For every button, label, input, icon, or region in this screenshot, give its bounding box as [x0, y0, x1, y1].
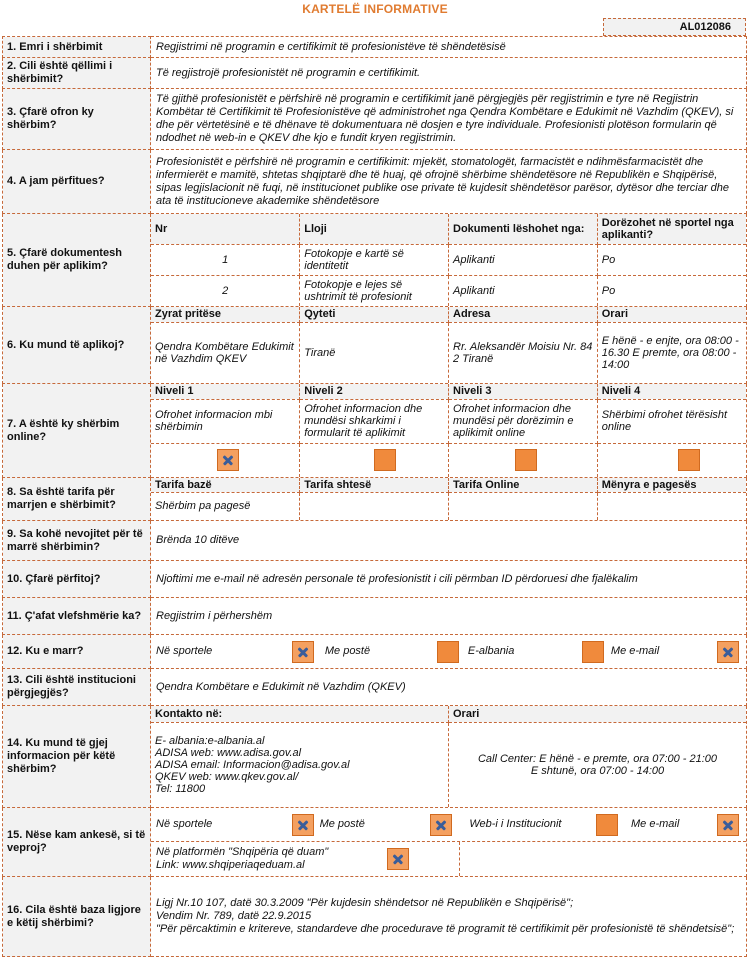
row-16	[3, 877, 747, 957]
get-email-checkbox[interactable]	[717, 641, 739, 663]
level-1-checkbox[interactable]	[217, 449, 239, 471]
label-documents: 5. Çfarë dokumentesh duhen për aplikim?	[3, 214, 151, 307]
complaint-web-checkbox[interactable]	[596, 814, 618, 836]
level-3-checkbox[interactable]	[515, 449, 537, 471]
info-contacts: Kontakto në: Orari E- albania:e-albania.al ADISA web: www.adisa.gov.al ADISA email: Informacion@adisa.gov.al QKEV web: www.qkev.gov.al/ Tel: 11800 Call Center: E hënë - e premte, ora 07:00 - 21:00 E shtunë, ora 07:00 - 14:00	[151, 706, 746, 807]
value-time: Brënda 10 ditëve	[151, 521, 747, 561]
row-15: 15. Nëse kam ankesë, si të veproj? Në sportele Me postë Web-i i Institucionit Me e-mail Në platformën "Shqipëria që duam" Link: www.shqiperiaqeduam.al	[3, 808, 747, 877]
value-service-name: Regjistrimi në programin e certifikimit të profesionistëve të shëndetësisë	[151, 37, 747, 58]
row-12: 12. Ku e marr? Në sportele Me postë E-albania Me e-mail	[3, 635, 747, 669]
col-type: Lloji	[300, 214, 449, 244]
label-where-apply: 6. Ku mund të aplikoj?	[3, 307, 151, 384]
level-2-checkbox[interactable]	[374, 449, 396, 471]
col-submitted: Dorëzohet në sportel nga aplikanti?	[597, 214, 746, 244]
online-levels: Niveli 1 Niveli 2 Niveli 3 Niveli 4 Ofrohet informacion mbi shërbimin Ofrohet informacion dhe mundësi shkarkimi i formularit të aplikimit Ofrohet informacion dhe mundësi për dorëzimin e aplikimit online Shërbimi ofrohet tërësisht online	[151, 384, 746, 477]
table-row: 2 Fotokopje e lejes së ushtrimit të profesionit Aplikanti Po	[151, 275, 746, 306]
contact-hours: Call Center: E hënë - e premte, ora 07:00 - 21:00 E shtunë, ora 07:00 - 14:00	[449, 722, 747, 807]
label-fee: 8. Sa është tarifa për marrjen e shërbimit?	[3, 478, 151, 521]
row-1	[3, 37, 747, 58]
documents-table	[151, 214, 746, 306]
offices-table: Zyrat pritëse Qyteti Adresa Orari Qendra Kombëtare Edukimit në Vazhdim QKEV Tiranë Rr. Aleksandër Moisiu Nr. 84 2 Tiranë E hënë - e enjte, ora 08:00 - 16.30 E premte, ora 08:00 - 14:00	[151, 307, 746, 383]
complaint-counter-checkbox[interactable]	[292, 814, 314, 836]
label-info: 14. Ku mund të gjej informacion për këtë shërbim?	[3, 706, 151, 808]
label-complaint: 15. Nëse kam ankesë, si të veproj?	[3, 808, 151, 877]
col-issuer: Dokumenti lëshohet nga:	[449, 214, 598, 244]
get-post-checkbox[interactable]	[437, 641, 459, 663]
complaint-platform-checkbox[interactable]	[387, 848, 409, 870]
label-service-name: 1. Emri i shërbimit	[3, 37, 151, 58]
table-row	[151, 322, 746, 383]
label-validity: 11. Ç'afat vlefshmërie ka?	[3, 598, 151, 635]
table-row	[151, 492, 746, 520]
value-offer: Të gjithë profesionistët e përfshirë në programin e certifikimit janë përgjegjës për regjistrimin e tyre në Regjistrin Kombëtar të Certifikimit të Profesionistëve që administrohet nga Qendra Kombëtare e Edukimit në Vazhdim (QKEV), si dhe për vërtetësinë e të dhënave të dokumentuara në dosjen e tyre individuale. Profesionisti plotëson formularin që ndodhet në web-in e QKEV dhe kjo e fundit kryen regjistrimin.	[151, 89, 747, 150]
label-where-get: 12. Ku e marr?	[3, 635, 151, 669]
row-4	[3, 150, 747, 214]
row-9	[3, 521, 747, 561]
complaint-post-checkbox[interactable]	[430, 814, 452, 836]
row-6	[3, 307, 747, 384]
row-14	[3, 706, 747, 808]
table-row: 1 Fotokopje e kartë së identitetit Aplikanti Po	[151, 244, 746, 275]
level-4-checkbox[interactable]	[678, 449, 700, 471]
label-beneficiary: 4. A jam përfitues?	[3, 150, 151, 214]
row-7	[3, 384, 747, 478]
value-validity: Regjistrim i përhershëm	[151, 598, 747, 635]
value-legal-basis: Ligj Nr.10 107, datë 30.3.2009 "Për kujdesin shëndetsor në Republikën e Shqipërisë"; Vendim Nr. 789, datë 22.9.2015 "Për përcaktimin e kritereve, standardeve dhe procedurave të programit të certifikimit për profesionistë të shëndetsisë";	[151, 877, 747, 957]
office-hours: E hënë - e enjte, ora 08:00 - 16.30 E premte, ora 08:00 - 14:00	[597, 322, 746, 383]
page-title: KARTELË INFORMATIVE	[302, 2, 448, 16]
col-nr: Nr	[151, 214, 300, 244]
row-5	[3, 214, 747, 307]
label-benefit: 10. Çfarë përfitoj?	[3, 561, 151, 598]
label-legal-basis: 16. Cila është baza ligjore e këtij shërbimi?	[3, 877, 151, 957]
label-offer: 3. Çfarë ofron ky shërbim?	[3, 89, 151, 150]
get-ealbania-checkbox[interactable]	[582, 641, 604, 663]
document-code: AL012086	[603, 18, 746, 36]
label-purpose: 2. Cili është qëllimi i shërbimit?	[3, 58, 151, 89]
value-institution: Qendra Kombëtare e Edukimit në Vazhdim (QKEV)	[151, 669, 747, 706]
row-2	[3, 58, 747, 89]
office-city: Tiranë	[300, 322, 449, 383]
platform-text: Në platformën "Shqipëria që duam"	[156, 846, 329, 858]
label-institution: 13. Cili është institucioni përgjegjës?	[3, 669, 151, 706]
row-3	[3, 89, 747, 150]
fee-table: Tarifa bazë Tarifa shtesë Tarifa Online Mënyra e pagesës Shërbim pa pagesë	[151, 478, 746, 520]
fee-base: Shërbim pa pagesë	[151, 492, 300, 520]
platform-link[interactable]: Link: www.shqiperiaqeduam.al	[156, 859, 305, 871]
contact-list: E- albania:e-albania.al ADISA web: www.adisa.gov.al ADISA email: Informacion@adisa.gov.al QKEV web: www.qkev.gov.al/ Tel: 11800	[151, 722, 449, 807]
get-counter-checkbox[interactable]	[292, 641, 314, 663]
complaint-email-checkbox[interactable]	[717, 814, 739, 836]
office-name: Qendra Kombëtare Edukimit në Vazhdim QKEV	[151, 322, 300, 383]
value-benefit: Njoftimi me e-mail në adresën personale të profesionistit i cili përmban ID përdoruesi dhe fjalëkalim	[151, 561, 747, 598]
value-purpose: Të regjistrojë profesionistët në programin e certifikimit.	[151, 58, 747, 89]
row-11	[3, 598, 747, 635]
office-address: Rr. Aleksandër Moisiu Nr. 84 2 Tiranë	[449, 322, 598, 383]
value-beneficiary: Profesionistët e përfshirë në programin e certifikimit: mjekët, stomatologët, farmacistët e ndihmësfarmacistët dhe infermierët e mamitë, shtetas shqiptarë dhe të huaj, që ofrojnë shërbime shëndetësore në Republikën e Shqipërisë, sipas legjislacionit në fuqi, në institucionet publike ose private të kujdesit shëndetësor parësor, dytësor dhe terciar dhe ata të institucioneve akademike shëndetësore	[151, 150, 747, 214]
info-table	[2, 36, 747, 957]
row-13	[3, 669, 747, 706]
row-8	[3, 478, 747, 521]
label-time: 9. Sa kohë nevojitet për të marrë shërbimin?	[3, 521, 151, 561]
row-10	[3, 561, 747, 598]
label-online: 7. A është ky shërbim online?	[3, 384, 151, 478]
